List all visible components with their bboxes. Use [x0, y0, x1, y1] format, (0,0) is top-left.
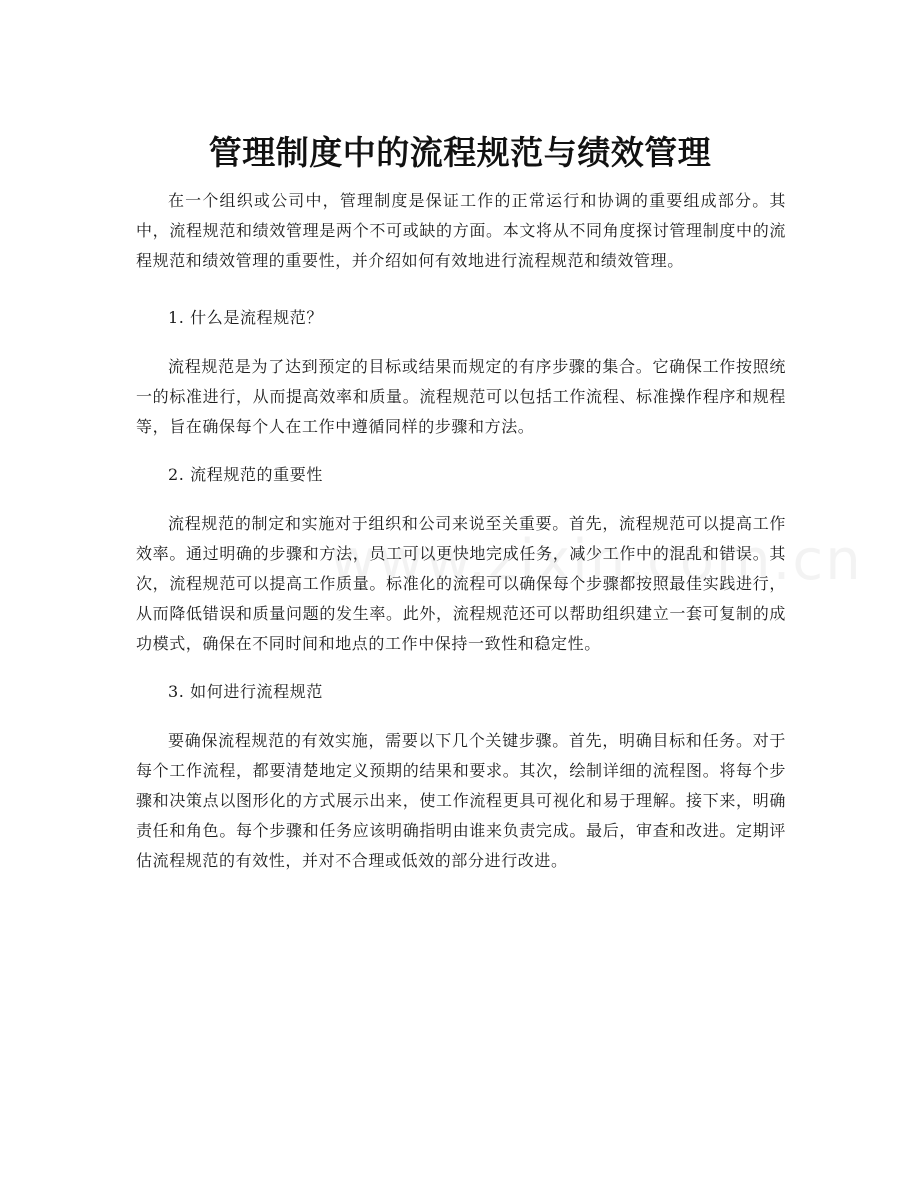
document-body	[136, 186, 786, 876]
section-heading-1: 1. 什么是流程规范？	[168, 308, 323, 327]
document-title: 管理制度中的流程规范与绩效管理	[208, 133, 712, 173]
section-paragraph-1: 流程规范是为了达到预定的目标或结果而规定的有序步骤的集合。它确保工作按照统一的标准进行，从而提高效率和质量。流程规范可以包括工作流程、标准操作程序和规程等，旨在确保每个人在工作中遵循同样的步骤和方法。	[136, 357, 786, 436]
section-heading-2: 2. 流程规范的重要性	[168, 465, 323, 484]
section-paragraph-3: 要确保流程规范的有效实施，需要以下几个关键步骤。首先，明确目标和任务。对于每个工作流程，都要清楚地定义预期的结果和要求。其次，绘制详细的流程图。将每个步骤和决策点以图形化的方式展示出来，使工作流程更具可视化和易于理解。接下来，明确责任和角色。每个步骤和任务应该明确指明由谁来负责完成。最后，审查和改进。定期评估流程规范的有效性，并对不合理或低效的部分进行改进。	[136, 731, 786, 870]
section-heading-3: 3. 如何进行流程规范	[168, 682, 323, 701]
intro-paragraph: 在一个组织或公司中，管理制度是保证工作的正常运行和协调的重要组成部分。其中，流程规范和绩效管理是两个不可或缺的方面。本文将从不同角度探讨管理制度中的流程规范和绩效管理的重要性，并介绍如何有效地进行流程规范和绩效管理。	[136, 191, 786, 270]
section-paragraph-2: 流程规范的制定和实施对于组织和公司来说至关重要。首先，流程规范可以提高工作效率。通过明确的步骤和方法，员工可以更快地完成任务，减少工作中的混乱和错误。其次，流程规范可以提高工作质量。标准化的流程可以确保每个步骤都按照最佳实践进行，从而降低错误和质量问题的发生率。此外，流程规范还可以帮助组织建立一套可复制的成功模式，确保在不同时间和地点的工作中保持一致性和稳定性。	[136, 514, 786, 653]
